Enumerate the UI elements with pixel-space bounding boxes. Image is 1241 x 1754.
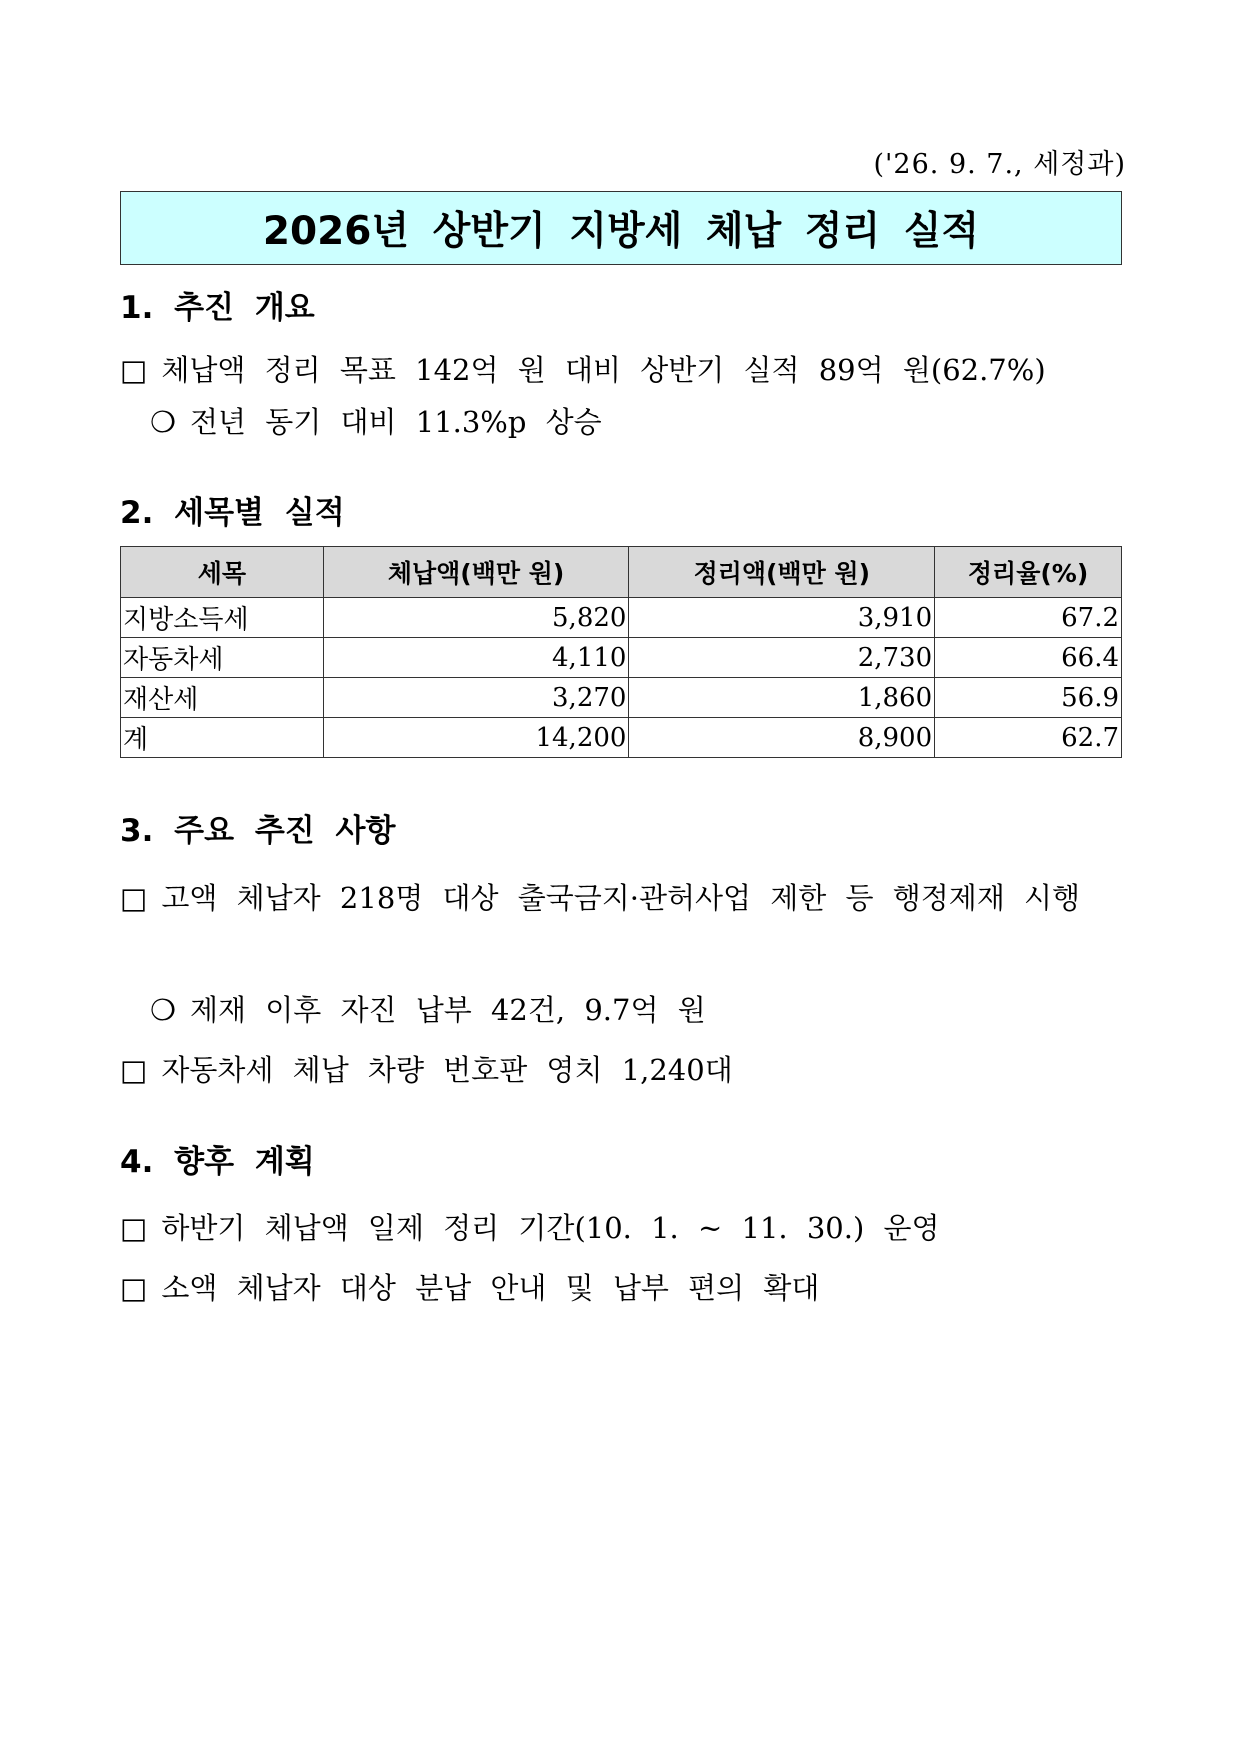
square-bullet-icon: □: [120, 881, 148, 915]
square-bullet-icon: □: [120, 353, 148, 387]
tax-results-table: [120, 546, 1122, 758]
cell-arrears: 4,110: [323, 638, 629, 678]
table-row: [121, 598, 1122, 638]
section-1-item-1: [120, 348, 1046, 389]
title-box: [120, 191, 1122, 265]
square-bullet-icon: □: [120, 1271, 148, 1305]
table-header-row: [121, 547, 1122, 598]
header-arrears: 체납액(백만 원): [323, 547, 629, 598]
section-1-item-1-sub: [150, 400, 602, 441]
cell-arrears: 3,270: [323, 678, 629, 718]
cell-collected: 8,900: [629, 718, 935, 758]
square-bullet-icon: □: [120, 1211, 148, 1245]
header-tax-item: 세목: [121, 547, 324, 598]
section-3-item-1-sub: [150, 988, 706, 1029]
cell-rate: 67.2: [935, 598, 1122, 638]
section-1-item-1-text: 체납액 정리 목표 142억 원 대비 상반기 실적 89억 원(62.7%): [161, 353, 1046, 387]
date-department-line: ('26. 9. 7., 세정과): [873, 149, 1126, 180]
section-3-item-1: [120, 872, 1126, 924]
table-total-row: [121, 718, 1122, 758]
section-3-item-2-text: 자동차세 체납 차량 번호판 영치 1,240대: [161, 1053, 733, 1087]
cell-arrears: 14,200: [323, 718, 629, 758]
section-3-item-1-text: 고액 체납자 218명 대상 출국금지·관허사업 제한 등 행정제재 시행: [161, 881, 1081, 915]
table-row: [121, 678, 1122, 718]
section-3-item-2: [120, 1048, 733, 1089]
section-3-heading: 3. 주요 추진 사항: [120, 813, 396, 849]
document-title: 2026년 상반기 지방세 체납 정리 실적: [262, 209, 980, 254]
section-3-item-1-sub-text: 제재 이후 자진 납부 42건, 9.7억 원: [190, 993, 706, 1027]
circle-bullet-icon: ❍: [150, 993, 176, 1027]
section-4-item-1-text: 하반기 체납액 일제 정리 기간(10. 1. ~ 11. 30.) 운영: [161, 1211, 940, 1245]
header-collected: 정리액(백만 원): [629, 547, 935, 598]
cell-rate: 66.4: [935, 638, 1122, 678]
circle-bullet-icon: ❍: [150, 405, 176, 439]
cell-rate: 56.9: [935, 678, 1122, 718]
table-row: [121, 638, 1122, 678]
cell-collected: 3,910: [629, 598, 935, 638]
cell-tax-item: 지방소득세: [121, 598, 324, 638]
section-1-heading: 1. 추진 개요: [120, 290, 315, 326]
cell-tax-item: 재산세: [121, 678, 324, 718]
section-4-item-2: [120, 1266, 819, 1307]
section-1-item-1-sub-text: 전년 동기 대비 11.3%p 상승: [190, 405, 602, 439]
header-rate: 정리율(%): [935, 547, 1122, 598]
section-4-item-1: [120, 1206, 940, 1247]
section-4-item-2-text: 소액 체납자 대상 분납 안내 및 납부 편의 확대: [161, 1271, 820, 1305]
cell-collected: 1,860: [629, 678, 935, 718]
cell-tax-item: 계: [121, 718, 324, 758]
section-2-heading: 2. 세목별 실적: [120, 495, 345, 531]
section-4-heading: 4. 향후 계획: [120, 1144, 315, 1180]
cell-arrears: 5,820: [323, 598, 629, 638]
cell-collected: 2,730: [629, 638, 935, 678]
cell-tax-item: 자동차세: [121, 638, 324, 678]
cell-rate: 62.7: [935, 718, 1122, 758]
square-bullet-icon: □: [120, 1053, 148, 1087]
